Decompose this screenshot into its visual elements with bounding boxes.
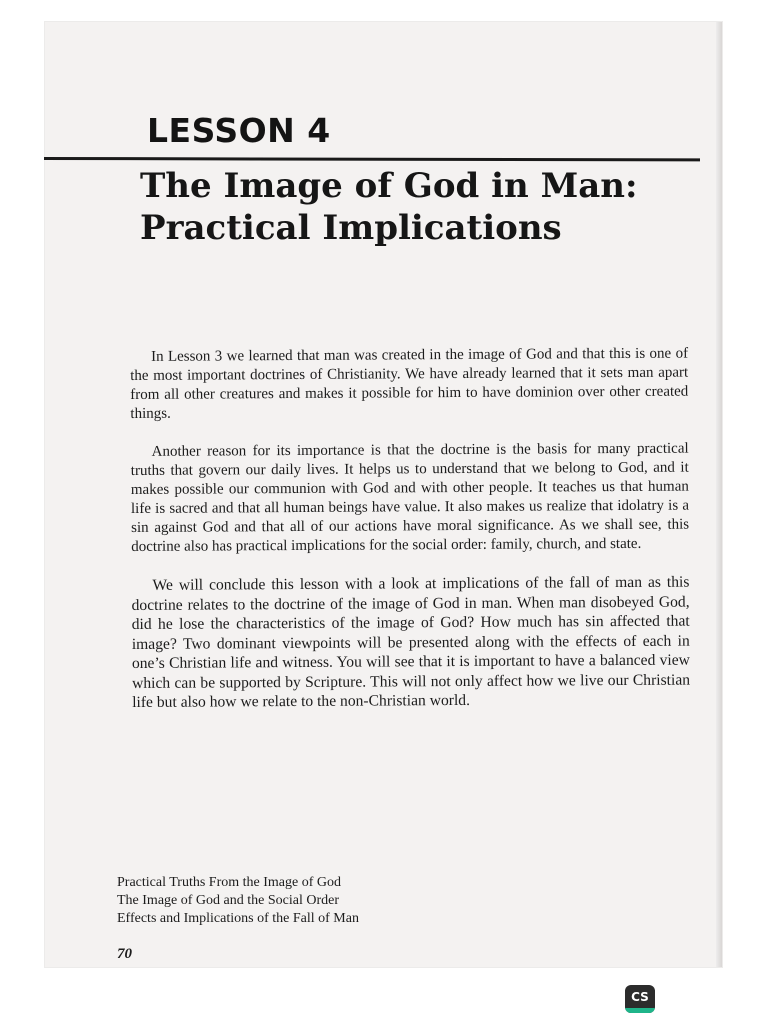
intro-paragraph-1: In Lesson 3 we learned that man was created in the image of God and that this is one of the most important doctrines of Christianity. We have already learned that it sets man apart from all other creatures and makes it possible for him to have dominion over other created things.: [130, 345, 689, 422]
outline-item: Effects and Implications of the Fall of Man: [117, 911, 359, 926]
outline-item: Practical Truths From the Image of God: [117, 875, 341, 890]
lesson-title: [140, 165, 700, 249]
page-edge-shadow: [716, 22, 722, 967]
lesson-introduction: [130, 345, 690, 732]
lesson-label: LESSON 4: [147, 111, 331, 150]
intro-paragraph-2: Another reason for its importance is that the doctrine is the basis for many practical truths that govern our daily lives. It helps us to understand that we belong to God, and it makes possible our communion with God and with other people. It teaches us that human life is sacred and that all human beings have value. It also makes us realize that idolatry is a sin against God and that all of our actions have moral significance. As we shall see, this doctrine also has practical implications for the social order: family, church, and state.: [130, 440, 690, 555]
lesson-outline: [117, 874, 359, 928]
outline-item: The Image of God and the Social Order: [117, 893, 339, 908]
page-number: 70: [117, 946, 132, 962]
lesson-title-line-2: Practical Implications: [140, 208, 562, 248]
camscanner-logo-text: CS: [631, 990, 649, 1004]
camscanner-logo-icon: [625, 985, 655, 1013]
intro-paragraph-3: We will conclude this lesson with a look at implications of the fall of man as this doctrine relates to the doctrine of the image of God in man. When man disobeyed God, did he lose the characteristics of the image of God? How much has sin affected that image? Two dominant viewpoints will be presented along with the effects of each in one’s Christian life and witness. You will see that it is important to have a balanced view which can be supported by Scripture. This will not only affect how we live our Christian life but also how we relate to the non-Christian world.: [131, 573, 691, 711]
lesson-title-line-1: The Image of God in Man:: [140, 166, 638, 206]
